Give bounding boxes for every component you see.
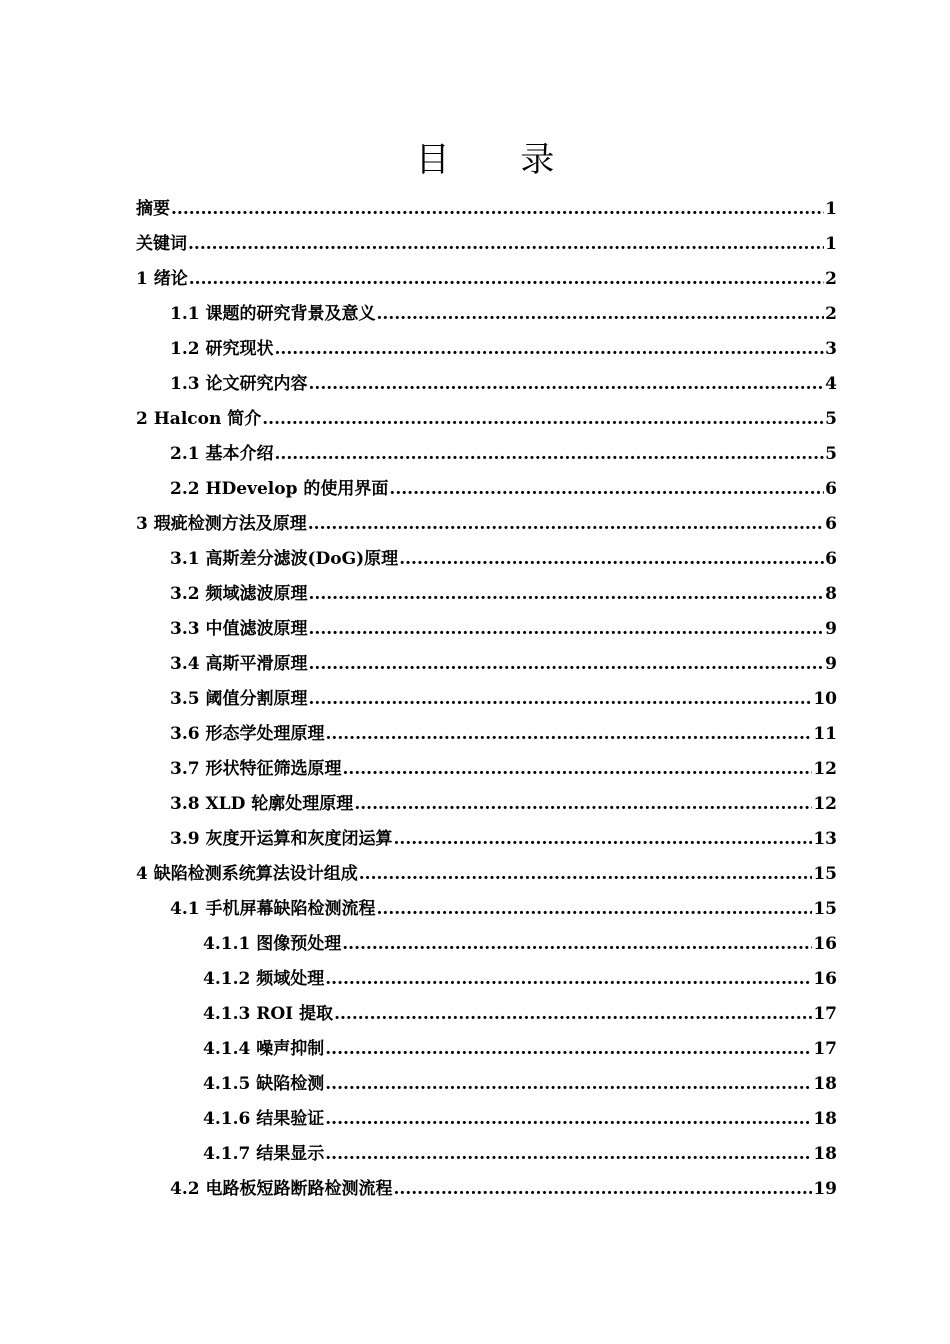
toc-entry-label: 2.1 基本介绍 [170,444,274,464]
toc-entry-label: 4.1.6 结果验证 [203,1109,325,1129]
toc-entry-page-number: 6 [825,514,837,534]
toc-entry-page-number: 11 [813,724,837,744]
dot-leader [309,577,825,612]
toc-entry-page-number: 13 [813,829,837,849]
dot-leader [325,962,812,997]
dot-leader [189,262,824,297]
dot-leader [308,507,824,542]
toc-entry[interactable] [136,262,837,297]
toc-entry-label: 4.1.2 频域处理 [203,969,325,989]
toc-entry-label: 3.9 灰度开运算和灰度闭运算 [170,829,393,849]
toc-entry-label: 3.1 高斯差分滤波(DoG)原理 [170,549,399,569]
dot-leader [171,192,824,227]
dot-leader [334,997,812,1032]
toc-entry[interactable] [136,507,837,542]
toc-entry-label: 1.2 研究现状 [170,339,274,359]
toc-entry-label: 2 Halcon 简介 [136,409,262,429]
toc-entry[interactable] [136,822,837,857]
toc-entry[interactable] [136,647,837,682]
toc-entry-label: 1.1 课题的研究背景及意义 [170,304,376,324]
toc-entry-page-number: 6 [825,479,837,499]
table-of-contents [136,192,837,1207]
dot-leader [309,612,825,647]
toc-entry[interactable] [136,1137,837,1172]
toc-entry-page-number: 18 [813,1109,837,1129]
toc-entry-label: 3.3 中值滤波原理 [170,619,308,639]
toc-entry[interactable] [136,1067,837,1102]
dot-leader [389,472,824,507]
toc-entry-label: 3.8 XLD 轮廓处理原理 [170,794,354,814]
toc-entry-label: 3.4 高斯平滑原理 [170,654,308,674]
toc-entry[interactable] [136,752,837,787]
toc-heading: 目 录 [415,140,585,180]
toc-entry[interactable] [136,367,837,402]
dot-leader [394,1172,813,1207]
toc-entry-label: 4.1.7 结果显示 [203,1144,325,1164]
dot-leader [342,927,812,962]
toc-entry-page-number: 9 [825,654,837,674]
toc-entry[interactable] [136,542,837,577]
dot-leader [309,682,813,717]
toc-entry[interactable] [136,682,837,717]
toc-entry[interactable] [136,472,837,507]
toc-entry-label: 3.7 形状特征筛选原理 [170,759,342,779]
toc-entry-page-number: 5 [825,409,837,429]
toc-entry[interactable] [136,437,837,472]
toc-entry-label: 4.1 手机屏幕缺陷检测流程 [170,899,376,919]
toc-entry-label: 4.1.5 缺陷检测 [203,1074,325,1094]
dot-leader [325,1137,812,1172]
toc-entry[interactable] [136,1032,837,1067]
dot-leader [309,647,825,682]
toc-entry-page-number: 12 [813,794,837,814]
toc-entry-label: 4.1.3 ROI 提取 [203,1004,334,1024]
toc-entry[interactable] [136,787,837,822]
toc-entry-page-number: 15 [813,864,837,884]
dot-leader [309,367,825,402]
toc-entry-label: 3.2 频域滤波原理 [170,584,308,604]
toc-entry-page-number: 18 [813,1144,837,1164]
dot-leader [275,437,825,472]
dot-leader [399,542,824,577]
toc-entry-label: 1 绪论 [136,269,188,289]
toc-entry-page-number: 1 [825,234,837,254]
dot-leader [188,227,824,262]
toc-entry-label: 3.6 形态学处理原理 [170,724,325,744]
toc-entry[interactable] [136,927,837,962]
dot-leader [325,1067,812,1102]
toc-entry[interactable] [136,577,837,612]
toc-entry-label: 关键词 [136,234,187,254]
dot-leader [325,1102,812,1137]
dot-leader [325,1032,812,1067]
toc-entry[interactable] [136,402,837,437]
toc-entry-page-number: 2 [825,269,837,289]
toc-entry[interactable] [136,997,837,1032]
toc-entry-label: 摘要 [136,199,170,219]
toc-entry-page-number: 16 [813,969,837,989]
toc-entry-page-number: 6 [825,549,837,569]
dot-leader [354,787,812,822]
dot-leader [343,752,813,787]
toc-entry-page-number: 17 [813,1039,837,1059]
toc-entry-page-number: 5 [825,444,837,464]
toc-entry-page-number: 15 [813,899,837,919]
toc-entry-label: 3.5 阈值分割原理 [170,689,308,709]
dot-leader [262,402,824,437]
toc-entry-page-number: 1 [825,199,837,219]
toc-entry-label: 4 缺陷检测系统算法设计组成 [136,864,358,884]
dot-leader [377,297,825,332]
toc-entry-page-number: 16 [813,934,837,954]
toc-entry[interactable] [136,192,837,227]
toc-entry-page-number: 17 [813,1004,837,1024]
toc-entry-page-number: 4 [825,374,837,394]
toc-entry-label: 4.1.1 图像预处理 [203,934,342,954]
toc-entry[interactable] [136,612,837,647]
toc-entry[interactable] [136,332,837,367]
toc-entry-label: 4.2 电路板短路断路检测流程 [170,1179,393,1199]
toc-entry-page-number: 19 [813,1179,837,1199]
toc-entry-page-number: 2 [825,304,837,324]
toc-entry-label: 2.2 HDevelop 的使用界面 [170,479,389,499]
toc-entry[interactable] [136,892,837,927]
dot-leader [359,857,813,892]
dot-leader [377,892,813,927]
toc-entry[interactable] [136,857,837,892]
toc-entry[interactable] [136,1102,837,1137]
toc-entry[interactable] [136,227,837,262]
toc-entry-page-number: 9 [825,619,837,639]
toc-entry[interactable] [136,297,837,332]
toc-entry-page-number: 8 [825,584,837,604]
toc-entry[interactable] [136,962,837,997]
toc-entry[interactable] [136,717,837,752]
dot-leader [275,332,825,367]
toc-entry-page-number: 12 [813,759,837,779]
toc-entry-page-number: 18 [813,1074,837,1094]
toc-entry-page-number: 10 [813,689,837,709]
dot-leader [326,717,813,752]
toc-entry-label: 3 瑕疵检测方法及原理 [136,514,307,534]
dot-leader [394,822,813,857]
toc-entry-page-number: 3 [825,339,837,359]
toc-entry-label: 4.1.4 噪声抑制 [203,1039,325,1059]
toc-entry-label: 1.3 论文研究内容 [170,374,308,394]
toc-entry[interactable] [136,1172,837,1207]
